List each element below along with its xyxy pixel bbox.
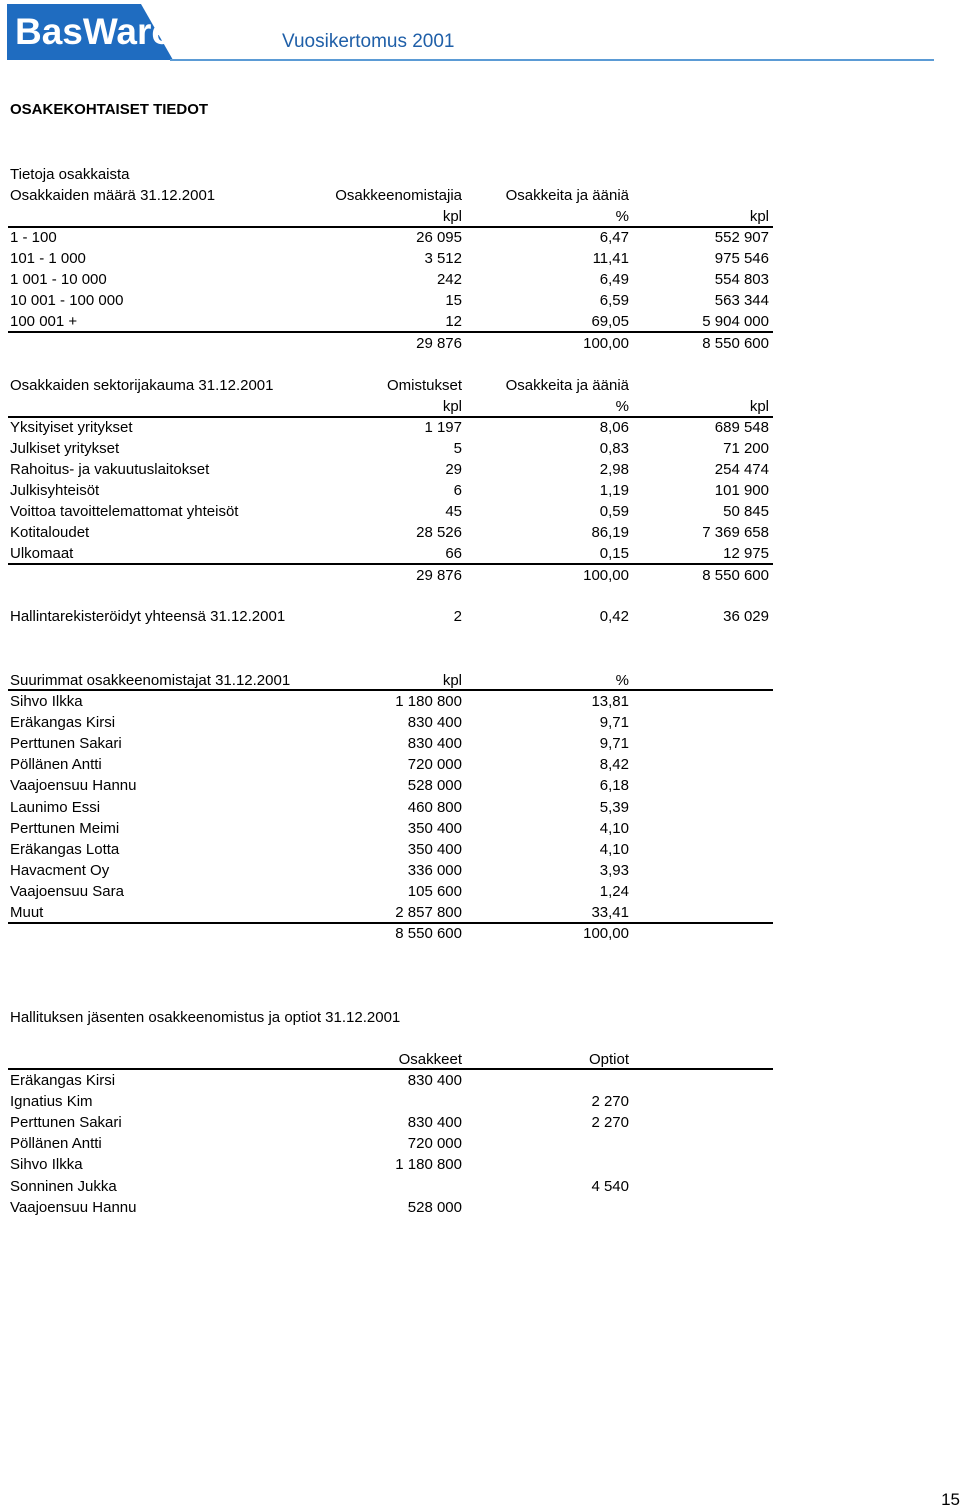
table-row xyxy=(0,839,960,860)
size-class-label: 1 001 - 10 000 xyxy=(10,271,107,288)
table-row xyxy=(0,818,960,839)
page-number: 15 xyxy=(941,1490,960,1509)
board-member-name: Vaajoensuu Hannu xyxy=(10,1198,137,1216)
basware-logo xyxy=(7,4,173,60)
shareholder-kpl: 2 857 800 xyxy=(395,904,462,921)
column-header-shares-votes: Osakkeita ja ääniä xyxy=(505,187,629,204)
nominee-label: Hallintarekisteröidyt yhteensä 31.12.2001 xyxy=(10,608,286,625)
board-member-options: 2 270 xyxy=(591,1093,629,1111)
shares-count: 71 200 xyxy=(723,440,769,457)
shareholder-name: Vaajoensuu Hannu xyxy=(10,777,137,795)
holdings-count: 5 xyxy=(453,440,462,457)
page-heading: OSAKEKOHTAISET TIEDOT xyxy=(10,101,209,118)
holdings-count: 66 xyxy=(445,545,462,562)
table-row xyxy=(0,797,960,818)
board-member-options: 2 270 xyxy=(591,1114,629,1132)
table-row xyxy=(0,902,960,923)
table-row xyxy=(0,1070,960,1091)
report-title: Vuosikertomus 2001 xyxy=(282,31,455,52)
sector-label: Julkisyhteisöt xyxy=(10,482,100,499)
sector-label: Yksityiset yritykset xyxy=(10,419,133,436)
shares-percent: 6,47 xyxy=(599,229,629,246)
size-class-label: 100 001 + xyxy=(10,313,78,330)
nominee-registered-row xyxy=(0,606,960,627)
unit-kpl: kpl xyxy=(442,398,462,415)
sector-label: Kotitaloudet xyxy=(10,524,90,541)
total-percent: 100,00 xyxy=(583,567,629,584)
shares-count: 101 900 xyxy=(714,482,769,499)
table-row xyxy=(0,290,960,311)
shares-percent: 11,41 xyxy=(592,250,629,267)
table-row xyxy=(0,860,960,881)
shares-percent: 1,19 xyxy=(599,482,629,499)
shareholder-name: Perttunen Meimi xyxy=(10,819,120,837)
shares-percent: 0,15 xyxy=(599,545,629,562)
table-row xyxy=(0,1154,960,1175)
owners-count: 26 095 xyxy=(416,229,462,246)
table-header-row xyxy=(0,185,960,206)
shares-count: 7 369 658 xyxy=(702,524,769,541)
owners-count: 15 xyxy=(445,292,462,309)
shares-count: 12 975 xyxy=(723,545,769,562)
shareholder-name: Eräkangas Kirsi xyxy=(10,714,116,732)
shares-percent: 2,98 xyxy=(599,461,629,478)
table-row xyxy=(0,754,960,775)
total-shares: 8 550 600 xyxy=(702,335,769,352)
column-header-options: Optiot xyxy=(588,1051,629,1068)
shareholder-percent: 8,42 xyxy=(599,756,629,774)
table-row xyxy=(0,227,960,248)
table-title-largest: Suurimmat osakkeenomistajat 31.12.2001 xyxy=(10,672,291,689)
total-kpl: 8 550 600 xyxy=(395,925,462,942)
shareholder-kpl: 460 800 xyxy=(407,798,462,816)
unit-kpl: kpl xyxy=(442,208,462,225)
table-row xyxy=(0,522,960,543)
column-header-shares: Osakkeet xyxy=(398,1051,462,1068)
shareholder-name: Vaajoensuu Sara xyxy=(10,882,124,900)
holdings-count: 1 197 xyxy=(424,419,462,436)
shares-percent: 0,83 xyxy=(599,440,629,457)
shareholder-percent: 13,81 xyxy=(591,693,629,710)
column-header-shares-votes: Osakkeita ja ääniä xyxy=(505,377,629,394)
table-row xyxy=(0,417,960,438)
size-class-label: 101 - 1 000 xyxy=(10,250,86,267)
owners-count: 3 512 xyxy=(424,250,462,267)
size-class-label: 1 - 100 xyxy=(10,229,57,246)
shareholder-kpl: 336 000 xyxy=(407,861,462,879)
board-member-name: Pöllänen Antti xyxy=(10,1135,102,1153)
board-member-shares: 1 180 800 xyxy=(395,1156,462,1174)
table-title-shareholder-count: Osakkaiden määrä 31.12.2001 xyxy=(10,187,216,204)
table-row xyxy=(0,269,960,290)
board-member-shares: 830 400 xyxy=(407,1114,462,1132)
table-row xyxy=(0,1197,960,1218)
shareholder-percent: 3,93 xyxy=(599,861,629,879)
board-member-shares: 528 000 xyxy=(407,1198,462,1216)
table-unit-row xyxy=(0,396,960,417)
total-percent: 100,00 xyxy=(583,925,629,942)
shares-count: 254 474 xyxy=(714,461,769,478)
shareholder-percent: 4,10 xyxy=(599,819,629,837)
unit-kpl: kpl xyxy=(749,398,769,415)
board-member-options: 4 540 xyxy=(591,1177,629,1195)
table-row xyxy=(0,733,960,754)
unit-kpl: kpl xyxy=(749,208,769,225)
table-row xyxy=(0,775,960,796)
board-member-name: Sihvo Ilkka xyxy=(10,1156,83,1174)
shareholder-percent: 5,39 xyxy=(599,798,629,816)
shareholder-kpl: 720 000 xyxy=(407,756,462,774)
table-title-board: Hallituksen jäsenten osakkeenomistus ja optiot 31.12.2001 xyxy=(10,1009,401,1026)
owners-count: 12 xyxy=(445,313,462,330)
table-row xyxy=(0,459,960,480)
shareholder-percent: 9,71 xyxy=(599,714,629,732)
board-member-shares: 830 400 xyxy=(407,1072,462,1089)
shares-count: 50 845 xyxy=(723,503,769,520)
board-member-name: Ignatius Kim xyxy=(10,1093,93,1111)
shares-percent: 6,49 xyxy=(599,271,629,288)
total-holdings: 29 876 xyxy=(416,567,462,584)
logo-shape xyxy=(7,4,173,60)
shareholder-name: Sihvo Ilkka xyxy=(10,693,83,710)
shares-count: 554 803 xyxy=(714,271,769,288)
shareholder-name: Pöllänen Antti xyxy=(10,756,102,774)
nominee-shares: 36 029 xyxy=(723,608,769,625)
shares-percent: 8,06 xyxy=(599,419,629,436)
page-header xyxy=(0,0,960,62)
table-row xyxy=(0,248,960,269)
sector-label: Ulkomaat xyxy=(10,545,74,562)
header-divider xyxy=(170,59,934,61)
shareholder-percent: 4,10 xyxy=(599,840,629,858)
table-header-row xyxy=(0,1049,960,1070)
total-percent: 100,00 xyxy=(583,335,629,352)
size-class-label: 10 001 - 100 000 xyxy=(10,292,124,309)
table-row xyxy=(0,1091,960,1112)
shareholder-name: Launimo Essi xyxy=(10,798,101,816)
shareholder-kpl: 1 180 800 xyxy=(395,693,462,710)
table-row xyxy=(0,1112,960,1133)
table-row xyxy=(0,501,960,522)
holdings-count: 28 526 xyxy=(416,524,462,541)
shareholder-name: Perttunen Sakari xyxy=(10,735,122,753)
shareholder-percent: 1,24 xyxy=(599,882,629,900)
board-member-name: Perttunen Sakari xyxy=(10,1114,122,1132)
table-total-row xyxy=(0,923,960,944)
holdings-count: 6 xyxy=(453,482,462,499)
shares-percent: 0,59 xyxy=(599,503,629,520)
shares-count: 689 548 xyxy=(714,419,769,436)
shares-percent: 69,05 xyxy=(591,313,629,330)
table-header-row xyxy=(0,375,960,396)
table-row xyxy=(0,712,960,733)
shareholder-kpl: 350 400 xyxy=(407,819,462,837)
shareholder-kpl: 830 400 xyxy=(407,714,462,732)
column-header-kpl: kpl xyxy=(442,672,462,689)
column-header-holdings: Omistukset xyxy=(386,377,462,394)
shares-count: 563 344 xyxy=(714,292,769,309)
nominee-holdings: 2 xyxy=(453,608,462,625)
shares-percent: 86,19 xyxy=(591,524,629,541)
holdings-count: 29 xyxy=(445,461,462,478)
table-row xyxy=(0,1176,960,1197)
sector-label: Voittoa tavoittelemattomat yhteisöt xyxy=(10,503,239,520)
board-member-shares: 720 000 xyxy=(407,1135,462,1153)
shareholder-kpl: 528 000 xyxy=(407,777,462,795)
shareholder-name: Havacment Oy xyxy=(10,861,110,879)
table-row xyxy=(0,438,960,459)
shareholder-percent: 33,41 xyxy=(591,904,629,921)
shareholder-name: Muut xyxy=(10,904,44,921)
table-row xyxy=(0,480,960,501)
table-total-row xyxy=(0,333,960,354)
shareholder-kpl: 105 600 xyxy=(407,882,462,900)
table-row xyxy=(0,543,960,564)
nominee-percent: 0,42 xyxy=(599,608,629,625)
unit-percent: % xyxy=(615,208,629,225)
shareholder-percent: 6,18 xyxy=(599,777,629,795)
shareholder-kpl: 350 400 xyxy=(407,840,462,858)
table-total-row xyxy=(0,565,960,586)
column-header-percent: % xyxy=(615,672,629,689)
shareholder-name: Eräkangas Lotta xyxy=(10,840,120,858)
shares-count: 552 907 xyxy=(714,229,769,246)
table-row xyxy=(0,881,960,902)
section-title-shareholders: Tietoja osakkaista xyxy=(10,166,130,183)
table-row xyxy=(0,311,960,332)
logo-wordmark: BasWare xyxy=(15,11,172,52)
owners-count: 242 xyxy=(436,271,462,288)
table-row xyxy=(0,691,960,712)
board-member-name: Sonninen Jukka xyxy=(10,1177,117,1195)
holdings-count: 45 xyxy=(445,503,462,520)
total-owners: 29 876 xyxy=(416,335,462,352)
table-title-sectors: Osakkaiden sektorijakauma 31.12.2001 xyxy=(10,377,274,394)
board-member-name: Eräkangas Kirsi xyxy=(10,1072,116,1089)
table-header-row xyxy=(0,670,960,691)
unit-percent: % xyxy=(615,398,629,415)
shares-percent: 6,59 xyxy=(599,292,629,309)
shares-count: 975 546 xyxy=(714,250,769,267)
sector-label: Julkiset yritykset xyxy=(10,440,120,457)
table-row xyxy=(0,1133,960,1154)
shares-count: 5 904 000 xyxy=(702,313,769,330)
total-shares: 8 550 600 xyxy=(702,567,769,584)
shareholder-kpl: 830 400 xyxy=(407,735,462,753)
table-unit-row xyxy=(0,206,960,227)
column-header-owners: Osakkeenomistajia xyxy=(335,187,462,204)
shareholder-percent: 9,71 xyxy=(599,735,629,753)
sector-label: Rahoitus- ja vakuutuslaitokset xyxy=(10,461,210,478)
